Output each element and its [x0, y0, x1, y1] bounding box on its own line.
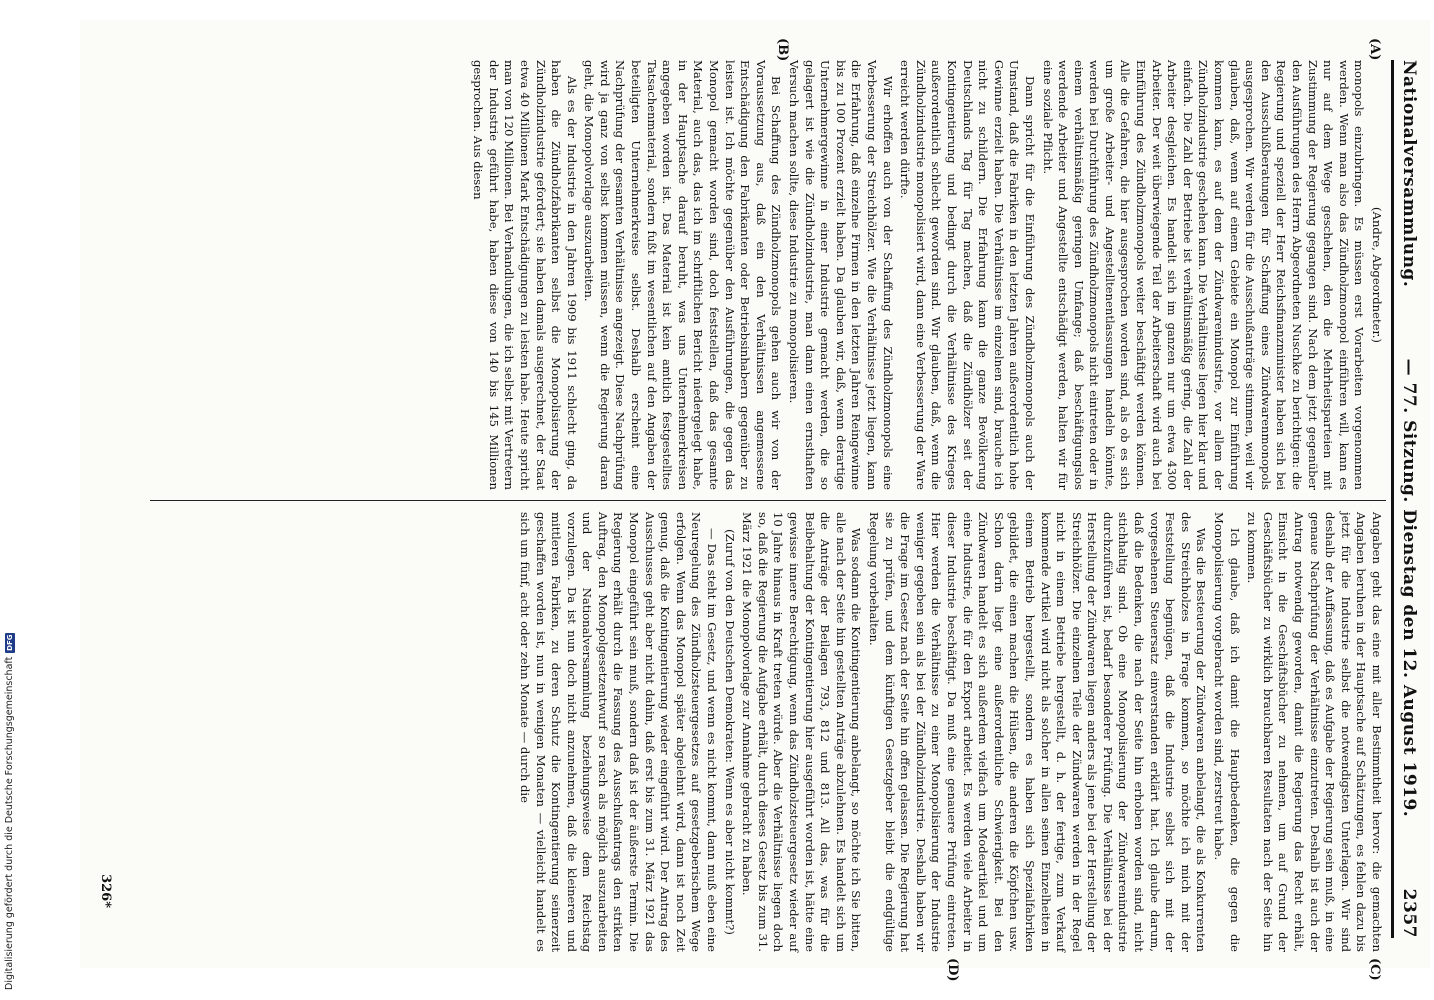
header-title: — 77. Sitzung. Dienstag den 12. August 1919.	[1399, 358, 1419, 818]
margin-marker-a: (A)	[1367, 38, 1382, 61]
paragraph: Dann spricht für die Einführung des Zündholzmonopols auch der Umstand, daß die Fabriken in den letzten Jahren außerordentlich hohe Gewinne erzielt haben. Die Verhältnisse im einzelnen sind, brauche ich nicht zu schildern. Die Erfahrung kann die ganze Bevölkerung Deutschlands Tag für Tag machen, daß die Zündhölzer seit der Kontingentierung und bedingt durch die Verhältnisse des Krieges außerordentlich schlecht geworden sind. Wir glauben, daß, wenn die Zündholzindustrie monopolisiert wird, dann eine Verbesserung der Ware erreicht werden dürfte.	[898, 60, 1037, 490]
funding-credit	[3, 600, 17, 990]
paragraph: Was die Besteuerung der Zündwaren anbelangt, die als Konkurrenten des Streichholzes in Frage kommen, so möchte ich mich mit der Feststellung begnügen, daß die Industrie selbst sich mit der vorgesehenen Steuersatz einverstanden erklärt hat. Ich glaube darum, daß die Bedenken, die nach der Seite hin erhoben worden sind, nicht stichhaltig sind. Ob eine Monopolisierung der Zündwarenindustrie durchzuführen ist, bedarf besonderer Prüfung. Die Verhältnisse bei der Herstellung der Zündwaren liegen anders als jene bei der Herstellung der Streichhölzer. Die einzelnen Teile der Zündwaren werden in der Regel nicht in einem Betriebe hergestellt, d. h. der fertige, zum Verkauf kommende Artikel wird nicht als solcher in allen seinen Einzelheiten in einem Betrieb hergestellt, sondern es haben sich Spezialfabriken gebildet, die einen machen die Hülsen, die anderen die Köpfchen usw. Schon darin liegt eine außerordentliche Schwierigkeit. Bei den Zündwaren handelt es sich außerdem vielfach um Modeartikel und um eine Industrie, die für den Export arbeitet. Es werden viele Arbeiter in dieser Industrie beschäftigt. Da muß eine genauere Prüfung eintreten. Hier werden die Verhältnisse zu einer Monopolisierung der Industrie weniger gegeben sein als bei der Zündholzindustrie. Deshalb haben wir die Frage im Gesetz nach der Seite hin offen gelassen. Die Regierung hat sie zu prüfen, und dem künftigen Gesetzgeber bleibt die endgültige Regelung vorbehalten.	[867, 512, 1209, 952]
column-divider	[150, 500, 1386, 501]
paragraph: Was sodann die Kontingentierung anbelangt, so möchte ich Sie bitten, alle nach der Seite hin gestellten Anträge abzulehnen. Es handelt sich um die Anträge der Beilagen 793, 812 und 813. All das, was für die Beibehaltung der Kontingentierung hier ausgeführt worden ist, hätte eine gewisse innere Berechtigung, wenn das Zündholzsteuergesetz wieder auf 10 Jahre hinaus in Kraft treten würde. Aber die Verhältnisse liegen doch so, daß die Regierung die Aufgabe erhält, durch dieses Gesetz bis zum 31. März 1921 die Monopolvorlage zur Annahme gebracht zu haben.	[740, 512, 864, 952]
margin-marker-d: (D)	[945, 958, 960, 982]
paragraph: Bei Schaffung des Zündholzmonopols gehen auch wir von der Voraussetzung aus, daß ein den Verhältnissen angemessene Entschädigung den Fabrikanten oder Betriebsinhabern gegenüber zu leisten ist. Ich möchte gegenüber den Ausführungen, die gegen das Monopol gemacht worden sind, doch feststellen, daß das gesamte Material, auch das, das ich im schriftlichen Bericht niedergelegt habe, in der Hauptsache darauf beruht, was uns Unternehmerkreisen angegeben worden ist. Das Material ist kein amtlich festgestelltes Tatsachenmaterial, sondern fußt im wesentlichen auf den Angaben der beteiligten Unternehmerkreise selbst. Deshalb erscheint eine Nachprüfung der gesamten Verhältnisse angezeigt. Diese Nachprüfung wird ja ganz von selbst kommen müssen, wenn die Regierung daran geht, die Monopolvorlage auszuarbeiten.	[582, 60, 784, 490]
paragraph: Angaben geht das eine mit aller Bestimmtheit hervor: die gemachten Angaben beruhen in der Hauptsache auf Schätzungen, es fehlen dazu bis jetzt für die Industrie selbst die notwendigsten Unterlagen. Wir sind deshalb der Auffassung, daß es Aufgabe der Regierung sein muß, in eine genaue Nachprüfung der Verhältnisse einzutreten. Deshalb ist auch der Antrag notwendig geworden, damit die Regierung das Recht erhält, Einsicht in die Geschäftsbücher zu nehmen, um auf Grund der Geschäftsbücher zu wirklich brauchbaren Resultaten nach der Seite hin zu kommen.	[1245, 512, 1384, 952]
paragraph: Als es der Industrie in den Jahren 1909 bis 1911 schlecht ging, da haben die Zündholzfabrikanten selbst die Monopolisierung der Zündholzindustrie gefordert; sie haben damals ausgerechnet, der Staat etwa 40 Millionen Mark Entschädigungen zu leisten habe. Heute spricht man von 120 Millionen. Bei Verhandlungen, die ich selbst mit Vertretern der Industrie geführt habe, haben diese von 140 bis 145 Millionen gesprochen. Aus diesen	[471, 60, 579, 490]
dfg-logo: DFG	[6, 634, 14, 651]
paragraph: — Das steht im Gesetz, und wenn es nicht kommt, dann muß eben eine Neuregelung des Zündholzsteuergesetzes auf gesetzgeberischem Wege erfolgen. Wenn das Monopol später abgelehnt wird, dann ist noch Zeit genug, daß die Kontingentierung wieder eingeführt wird. Der Antrag des Ausschusses geht aber nicht dahin, daß erst bis zum 31. März 1921 das Monopol eingeführt sein muß, sondern daß ist der äußerste Termin. Die Regierung erhält durch die Fassung des Ausschußantrags den strikten Auftrag, den Monopolgesetzentwurf so rasch als möglich auszuarbeiten und der Nationalversammlung beziehungsweise dem Reichstag vorzulegen. Da ist nun doch nicht anzunehmen, daß die kleineren und mittleren Fabriken, zu deren Schutz die Kontingentierung seinerzeit geschaffen worden ist, nun in wenigen Monaten — vielleicht handelt es sich um fünf, acht oder zehn Monate — durch die	[517, 512, 720, 952]
right-column	[514, 512, 1384, 952]
page-number: 326*	[98, 874, 113, 908]
document-page	[80, 20, 1430, 982]
page-header	[1391, 60, 1424, 938]
speaker-note: (Andre, Abgeordneter.)	[1370, 207, 1384, 343]
paragraph: monopols einzubringen. Es müssen erst Vorarbeiten vorgenommen werden. Wenn man also das Zündholzmonopol einführen will, kann es nur auf dem Wege geschehen, den die Mehrheitsparteien mit Zustimmung der Regierung gegangen sind. Nach dem jetzt gegenüber den Ausführungen des Herrn Abgeordneten Nuschke zu berichtigen: die Regierung und speziell der Herr Reichsfinanzminister haben sich bei den Ausschußberatungen für Schaffung eines Zündwarenmonopols ausgesprochen. Wir werden für die Ausschußanträge stimmen, weil wir glauben, daß, wenn auf einem Gebiete ein Monopol zur Einführung kommen kann, es auf dem der Zündwarenindustrie, vor allem der Zündholzindustrie geschehen kann. Die Verhältnisse liegen hier klar und einfach. Die Zahl der Betriebe ist verhältnismäßig gering, die Zahl der Arbeiter desgleichen. Es handelt sich im ganzen nur um etwa 4300 Arbeiter. Der weit überwiegende Teil der Arbeiterschaft wird auch bei Einführung des Zündholzmonopols weiter beschäftigt werden können. Alle die Gefahren, die hier ausgesprochen worden sind, als ob es sich um große Arbeiter- und Angestelltenentlassungen handeln könnte, werden bei Durchführung des Zündholzmonopols nicht eintreten oder in einem verhältnismäßig geringen Umfange; daß beschäftigungslos werdende Arbeiter und Angestellte entschädigt werden, halten wir für eine soziale Pflicht.	[1040, 60, 1367, 490]
credit-text: Digitalisierung gefördert durch die Deutsche Forschungsgemeinschaft	[4, 656, 15, 990]
interjection: (Zuruf von den Deutschen Demokraten: Wenn es aber nicht kommt?)	[722, 529, 737, 935]
margin-marker-b: (B)	[775, 38, 790, 62]
header-page-number: 2357	[1399, 888, 1419, 938]
left-column	[468, 60, 1384, 490]
margin-marker-c: (C)	[1367, 958, 1382, 981]
paragraph: Wir erhoffen auch von der Schaffung des Zündholzmonopols eine Verbesserung der Streichhölzer. Wie die Verhältnisse jetzt liegen, kann die Erfahrung, daß einzelne Firmen in den letzten Jahren Reingewinne bis zu 100 Prozent erzielt haben. Da glauben wir, daß, wenn derartige Unternehmergewinne in einer Industrie gemacht werden, die so gelagert ist wie die Zündholzindustrie, man dann einen ernsthaften Versuch machen sollte, diese Industrie zu monopolisieren.	[787, 60, 895, 490]
paragraph: Ich glaube, daß ich damit die Hauptbedenken, die gegen die Monopolisierung vorgebracht worden sind, zerstreut habe.	[1212, 512, 1242, 952]
header-left: Nationalversammlung.	[1399, 60, 1419, 288]
